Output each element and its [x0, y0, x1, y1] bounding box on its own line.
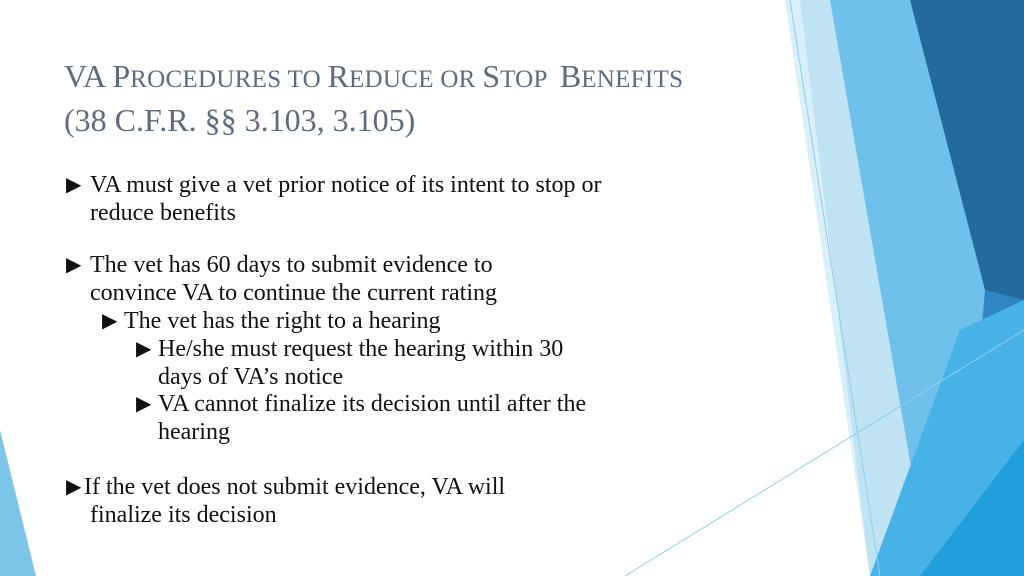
- bullet-line: He/she must request the hearing within 30: [158, 336, 564, 362]
- bullet-arrow-icon: ▶: [102, 310, 118, 332]
- title-fragment: B: [559, 58, 582, 94]
- bullet-item: [136, 335, 736, 391]
- bullet-line: VA cannot finalize its decision until after the: [158, 391, 587, 417]
- bullet-line: If the vet does not submit evidence, VA will: [84, 474, 506, 500]
- title-fragment: R: [327, 58, 349, 94]
- bullet-line: convince VA to continue the current rating: [90, 280, 498, 306]
- bullet-item: [66, 473, 756, 529]
- bullet-arrow-icon: ▶: [66, 254, 82, 276]
- bullet-line: hearing: [158, 419, 230, 445]
- bullet-line: The vet has the right to a hearing: [124, 308, 441, 334]
- title-fragment: ROCEDURES TO: [130, 66, 328, 93]
- bullet-line: days of VA’s notice: [158, 364, 344, 390]
- bullet-line: The vet has 60 days to submit evidence to: [90, 252, 493, 278]
- bullet-item: [66, 251, 756, 307]
- bullet-item: [66, 171, 756, 227]
- title-fragment: VA P: [64, 58, 131, 94]
- bullet-line: VA must give a vet prior notice of its intent to stop or: [90, 172, 602, 198]
- title-fragment: EDUCE OR: [348, 66, 483, 93]
- bullet-line: reduce benefits: [90, 200, 236, 226]
- bullet-arrow-icon: ▶: [66, 174, 82, 196]
- bullet-line: finalize its decision: [90, 502, 277, 528]
- bullet-item: [102, 307, 742, 335]
- bullet-arrow-icon: ▶: [66, 476, 82, 498]
- title-fragment: TOP: [500, 66, 560, 93]
- bullet-arrow-icon: ▶: [136, 338, 152, 360]
- bullet-item: [136, 390, 736, 446]
- title-fragment: ENEFITS: [581, 66, 684, 93]
- bullet-arrow-icon: ▶: [136, 393, 152, 415]
- title-fragment: S: [482, 58, 500, 94]
- title-line-2: (38 C.F.R. §§ 3.103, 3.105): [64, 102, 416, 138]
